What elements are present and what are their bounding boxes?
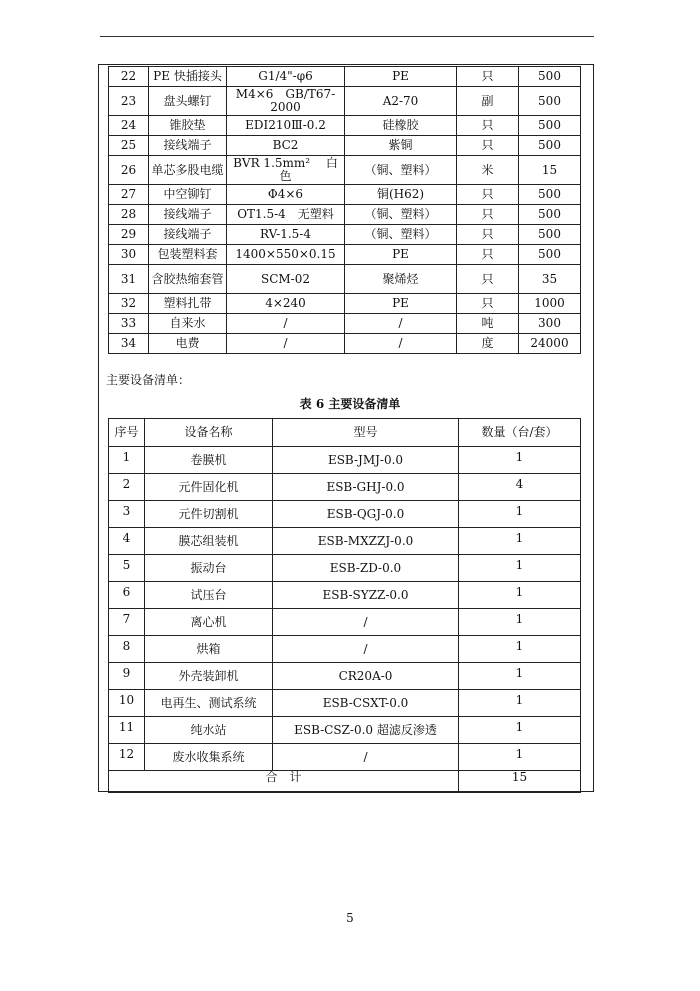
equipment-qty-cell: 1 <box>459 717 581 744</box>
material-qty-cell: 500 <box>519 116 581 136</box>
material-row <box>109 225 581 245</box>
equipment-row <box>109 582 581 609</box>
equipment-total-row <box>109 771 581 793</box>
equipment-intro: 主要设备清单： <box>106 373 191 387</box>
material-name-cell: 盘头螺钉 <box>149 87 227 116</box>
material-name-cell: 自来水 <box>149 314 227 334</box>
material-name-cell: 接线端子 <box>149 136 227 156</box>
equipment-row <box>109 447 581 474</box>
equipment-qty-cell: 1 <box>459 609 581 636</box>
material-material-cell: PE <box>345 245 457 265</box>
material-row <box>109 265 581 294</box>
material-unit-cell: 只 <box>457 245 519 265</box>
material-unit-cell: 只 <box>457 67 519 87</box>
material-unit-cell: 副 <box>457 87 519 116</box>
material-unit-cell: 度 <box>457 334 519 354</box>
material-name-cell: 接线端子 <box>149 225 227 245</box>
material-no-cell: 22 <box>109 67 149 87</box>
total-qty: 15 <box>459 771 581 793</box>
materials-table <box>108 66 581 354</box>
equipment-row <box>109 663 581 690</box>
equipment-qty-cell: 1 <box>459 555 581 582</box>
material-unit-cell: 米 <box>457 156 519 185</box>
material-material-cell: （铜、塑料） <box>345 225 457 245</box>
equipment-name-cell: 元件固化机 <box>145 474 273 501</box>
equipment-model-cell: ESB-SYZZ-0.0 <box>273 582 459 609</box>
material-name-cell: 包装塑料套 <box>149 245 227 265</box>
material-name-cell: 电费 <box>149 334 227 354</box>
equipment-name-cell: 离心机 <box>145 609 273 636</box>
equipment-name-cell: 试压台 <box>145 582 273 609</box>
material-row <box>109 87 581 116</box>
material-row <box>109 294 581 314</box>
material-no-cell: 24 <box>109 116 149 136</box>
equipment-no-cell: 7 <box>109 609 145 636</box>
equipment-row <box>109 501 581 528</box>
equipment-model-cell: / <box>273 636 459 663</box>
material-row <box>109 116 581 136</box>
material-unit-cell: 只 <box>457 294 519 314</box>
page-number: 5 <box>346 911 354 925</box>
material-spec-cell: M4×6 GB/T67-2000 <box>227 87 345 116</box>
material-spec-cell: G1/4"-φ6 <box>227 67 345 87</box>
equipment-qty-cell: 1 <box>459 528 581 555</box>
material-no-cell: 34 <box>109 334 149 354</box>
equipment-row <box>109 609 581 636</box>
material-unit-cell: 只 <box>457 136 519 156</box>
material-no-cell: 32 <box>109 294 149 314</box>
material-material-cell: 聚烯烃 <box>345 265 457 294</box>
header-qty: 数量（台/套） <box>459 419 581 447</box>
equipment-no-cell: 2 <box>109 474 145 501</box>
material-material-cell: A2-70 <box>345 87 457 116</box>
equipment-name-cell: 膜芯组装机 <box>145 528 273 555</box>
material-spec-cell: 1400×550×0.15 <box>227 245 345 265</box>
equipment-name-cell: 废水收集系统 <box>145 744 273 771</box>
material-name-cell: 中空铆钉 <box>149 185 227 205</box>
material-material-cell: PE <box>345 294 457 314</box>
equipment-model-cell: CR20A-0 <box>273 663 459 690</box>
equipment-qty-cell: 1 <box>459 582 581 609</box>
equipment-row <box>109 690 581 717</box>
material-name-cell: 塑料扎带 <box>149 294 227 314</box>
equipment-row <box>109 528 581 555</box>
equipment-no-cell: 9 <box>109 663 145 690</box>
material-spec-cell: OT1.5-4 无塑料 <box>227 205 345 225</box>
material-spec-cell: RV-1.5-4 <box>227 225 345 245</box>
equipment-qty-cell: 4 <box>459 474 581 501</box>
material-no-cell: 29 <box>109 225 149 245</box>
equipment-qty-cell: 1 <box>459 744 581 771</box>
equipment-no-cell: 12 <box>109 744 145 771</box>
equipment-name-cell: 元件切割机 <box>145 501 273 528</box>
material-material-cell: / <box>345 314 457 334</box>
material-unit-cell: 只 <box>457 265 519 294</box>
equipment-row <box>109 636 581 663</box>
material-no-cell: 27 <box>109 185 149 205</box>
equipment-name-cell: 纯水站 <box>145 717 273 744</box>
header-no: 序号 <box>109 419 145 447</box>
equipment-no-cell: 8 <box>109 636 145 663</box>
material-qty-cell: 500 <box>519 185 581 205</box>
material-unit-cell: 只 <box>457 185 519 205</box>
header-model: 型号 <box>273 419 459 447</box>
equipment-no-cell: 10 <box>109 690 145 717</box>
material-row <box>109 67 581 87</box>
equipment-qty-cell: 1 <box>459 447 581 474</box>
material-spec-cell: 4×240 <box>227 294 345 314</box>
material-material-cell: （铜、塑料） <box>345 205 457 225</box>
equipment-row <box>109 744 581 771</box>
equipment-table <box>108 418 581 793</box>
material-row <box>109 156 581 185</box>
material-spec-cell: / <box>227 314 345 334</box>
equipment-model-cell: / <box>273 609 459 636</box>
material-qty-cell: 500 <box>519 245 581 265</box>
material-row <box>109 245 581 265</box>
material-qty-cell: 24000 <box>519 334 581 354</box>
equipment-name-cell: 卷膜机 <box>145 447 273 474</box>
material-spec-cell: / <box>227 334 345 354</box>
equipment-model-cell: ESB-MXZZJ-0.0 <box>273 528 459 555</box>
material-qty-cell: 500 <box>519 67 581 87</box>
total-label: 合 计 <box>109 771 459 793</box>
material-qty-cell: 500 <box>519 136 581 156</box>
equipment-name-cell: 外壳装卸机 <box>145 663 273 690</box>
material-qty-cell: 500 <box>519 87 581 116</box>
equipment-no-cell: 6 <box>109 582 145 609</box>
material-no-cell: 31 <box>109 265 149 294</box>
material-qty-cell: 35 <box>519 265 581 294</box>
material-name-cell: 含胶热缩套管 <box>149 265 227 294</box>
equipment-header-row <box>109 419 581 447</box>
material-row <box>109 185 581 205</box>
material-name-cell: 接线端子 <box>149 205 227 225</box>
material-material-cell: PE <box>345 67 457 87</box>
material-no-cell: 26 <box>109 156 149 185</box>
material-row <box>109 136 581 156</box>
equipment-no-cell: 1 <box>109 447 145 474</box>
material-material-cell: 硅橡胶 <box>345 116 457 136</box>
material-qty-cell: 500 <box>519 205 581 225</box>
material-qty-cell: 300 <box>519 314 581 334</box>
equipment-qty-cell: 1 <box>459 501 581 528</box>
material-row <box>109 334 581 354</box>
material-material-cell: 紫铜 <box>345 136 457 156</box>
equipment-row <box>109 474 581 501</box>
material-material-cell: / <box>345 334 457 354</box>
material-spec-cell: EDI210Ⅲ-0.2 <box>227 116 345 136</box>
material-name-cell: 锥胶垫 <box>149 116 227 136</box>
equipment-name-cell: 振动台 <box>145 555 273 582</box>
material-spec-cell: BVR 1.5mm² 白色 <box>227 156 345 185</box>
header-rule <box>100 36 594 37</box>
equipment-no-cell: 11 <box>109 717 145 744</box>
equipment-model-cell: ESB-GHJ-0.0 <box>273 474 459 501</box>
equipment-row <box>109 555 581 582</box>
equipment-model-cell: / <box>273 744 459 771</box>
material-qty-cell: 500 <box>519 225 581 245</box>
material-no-cell: 23 <box>109 87 149 116</box>
material-spec-cell: SCM-02 <box>227 265 345 294</box>
material-unit-cell: 吨 <box>457 314 519 334</box>
equipment-no-cell: 4 <box>109 528 145 555</box>
equipment-model-cell: ESB-ZD-0.0 <box>273 555 459 582</box>
material-no-cell: 30 <box>109 245 149 265</box>
equipment-qty-cell: 1 <box>459 663 581 690</box>
material-name-cell: PE 快插接头 <box>149 67 227 87</box>
material-row <box>109 205 581 225</box>
equipment-model-cell: ESB-QGJ-0.0 <box>273 501 459 528</box>
equipment-name-cell: 电再生、测试系统 <box>145 690 273 717</box>
material-no-cell: 25 <box>109 136 149 156</box>
material-no-cell: 33 <box>109 314 149 334</box>
material-material-cell: 铜(H62) <box>345 185 457 205</box>
equipment-model-cell: ESB-JMJ-0.0 <box>273 447 459 474</box>
material-material-cell: （铜、塑料） <box>345 156 457 185</box>
material-unit-cell: 只 <box>457 205 519 225</box>
material-spec-cell: BC2 <box>227 136 345 156</box>
equipment-name-cell: 烘箱 <box>145 636 273 663</box>
material-qty-cell: 1000 <box>519 294 581 314</box>
equipment-row <box>109 717 581 744</box>
equipment-qty-cell: 1 <box>459 636 581 663</box>
material-row <box>109 314 581 334</box>
header-name: 设备名称 <box>145 419 273 447</box>
material-spec-cell: Φ4×6 <box>227 185 345 205</box>
equipment-no-cell: 5 <box>109 555 145 582</box>
material-no-cell: 28 <box>109 205 149 225</box>
equipment-qty-cell: 1 <box>459 690 581 717</box>
table-caption: 表 6 主要设备清单 <box>299 397 401 411</box>
material-qty-cell: 15 <box>519 156 581 185</box>
material-name-cell: 单芯多股电缆 <box>149 156 227 185</box>
equipment-no-cell: 3 <box>109 501 145 528</box>
equipment-model-cell: ESB-CSZ-0.0 超滤反渗透 <box>273 717 459 744</box>
material-unit-cell: 只 <box>457 225 519 245</box>
equipment-model-cell: ESB-CSXT-0.0 <box>273 690 459 717</box>
material-unit-cell: 只 <box>457 116 519 136</box>
